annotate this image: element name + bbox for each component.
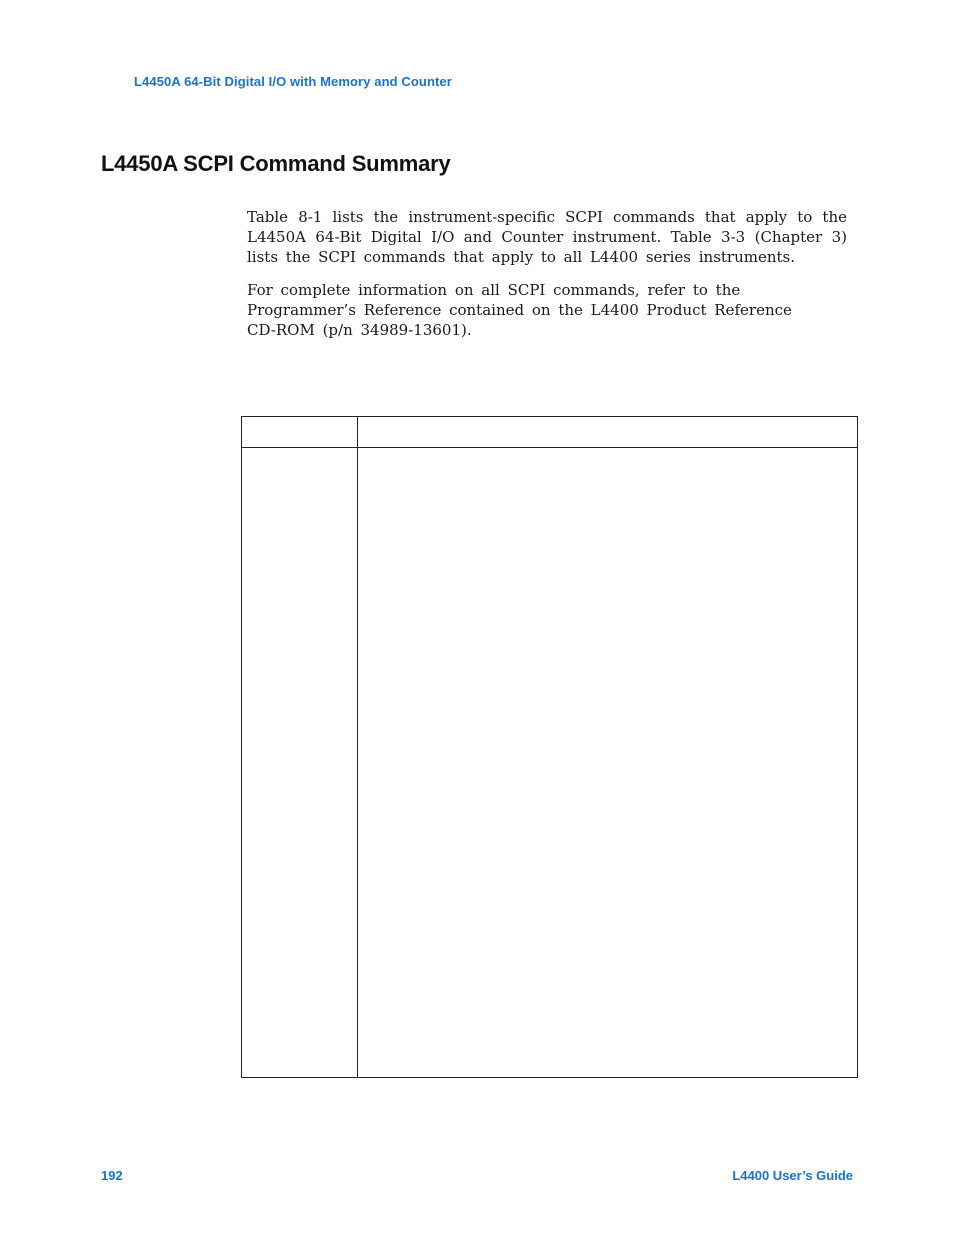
section-title: L4450A SCPI Command Summary [101, 151, 451, 176]
reference-line-1: For complete information on all SCPI commands, refer to the [247, 281, 741, 299]
table-header-divider [242, 447, 857, 448]
table-column-divider [357, 417, 358, 1077]
intro-line-3: lists the SCPI commands that apply to all L4400 series instruments. [247, 248, 796, 266]
reference-line-2: Programmer’s Reference contained on the L4400 Product Reference [247, 301, 792, 319]
intro-paragraph [247, 207, 847, 267]
running-head: L4450A 64-Bit Digital I/O with Memory and Counter [134, 74, 452, 89]
intro-line-2: L4450A 64-Bit Digital I/O and Counter instrument. Table 3-3 (Chapter 3) [247, 228, 847, 246]
intro-line-1: Table 8-1 lists the instrument-specific SCPI commands that apply to the [247, 208, 847, 226]
command-summary-table [241, 416, 858, 1078]
reference-paragraph [247, 280, 847, 340]
page-number: 192 [101, 1168, 123, 1183]
reference-line-3: CD-ROM (p/n 34989-13601). [247, 321, 472, 339]
guide-title: L4400 User’s Guide [732, 1168, 853, 1183]
